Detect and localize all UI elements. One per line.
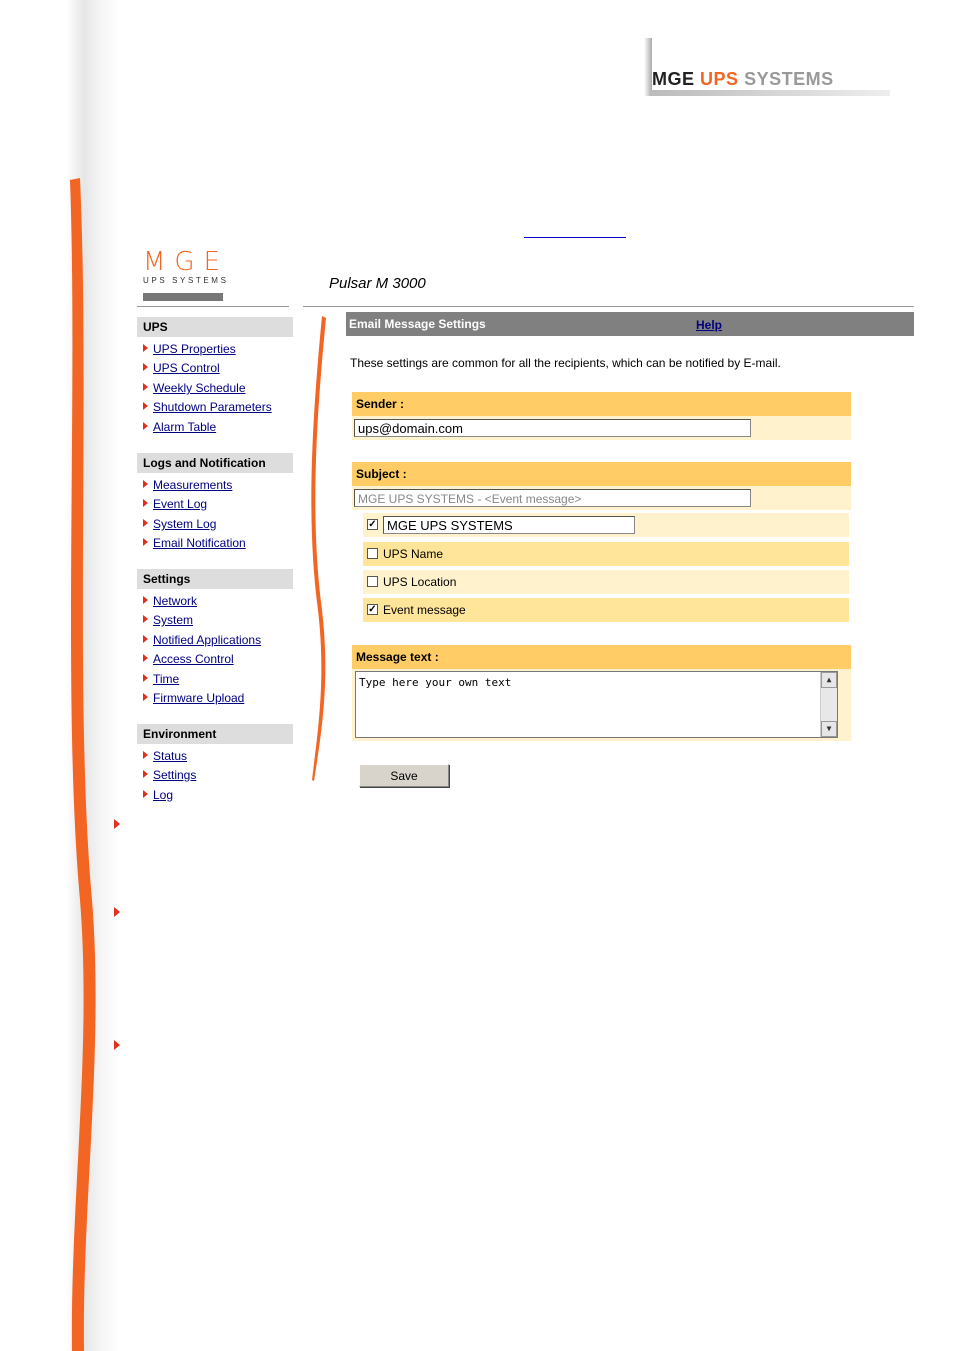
sidebar-item-alarm-table[interactable]: Alarm Table	[143, 419, 216, 435]
subject-preview-input: MGE UPS SYSTEMS - <Event message>	[354, 489, 751, 507]
sidebar-item-notified-applications[interactable]: Notified Applications	[143, 632, 261, 648]
brand-text-ups: UPS	[700, 69, 739, 89]
sidebar-item-weekly-schedule[interactable]: Weekly Schedule	[143, 380, 246, 396]
arrow-bullet-icon	[143, 344, 148, 352]
arrow-bullet-icon	[143, 538, 148, 546]
event-message-checkbox[interactable]: ✓	[368, 604, 377, 615]
header-brand-logo	[640, 38, 900, 100]
sidebar-item-network[interactable]: Network	[143, 593, 197, 609]
sidebar-section-logs: Logs and Notification	[137, 453, 293, 473]
arrow-bullet-icon	[143, 751, 148, 759]
sidebar-item-time[interactable]: Time	[143, 671, 179, 687]
message-textarea[interactable]	[355, 671, 838, 738]
help-link[interactable]: Help	[696, 318, 723, 332]
arrow-bullet-icon	[143, 363, 148, 371]
sidebar-item-env-settings[interactable]: Settings	[143, 767, 196, 783]
sidebar-item-event-log[interactable]: Event Log	[143, 496, 207, 512]
arrow-bullet-icon	[143, 383, 148, 391]
divider	[137, 306, 289, 307]
subject-option-ups-location	[363, 570, 849, 594]
ups-name-checkbox[interactable]	[367, 548, 378, 559]
event-message-label: Event message	[383, 603, 466, 617]
ups-location-label: UPS Location	[383, 575, 457, 589]
arrow-bullet-icon	[143, 654, 148, 662]
sidebar-item-ups-control[interactable]: UPS Control	[143, 360, 220, 376]
sidebar-item-env-log[interactable]: Log	[143, 787, 173, 803]
sidebar-item-ups-properties[interactable]: UPS Properties	[143, 341, 236, 357]
arrow-bullet-icon	[143, 422, 148, 430]
sidebar-item-measurements[interactable]: Measurements	[143, 477, 232, 493]
arrow-bullet-icon	[143, 674, 148, 682]
sidebar-item-shutdown-parameters[interactable]: Shutdown Parameters	[143, 399, 272, 415]
ups-name-label: UPS Name	[383, 547, 444, 561]
page-bullet-icon	[114, 819, 120, 829]
sender-label: Sender :	[352, 392, 851, 416]
arrow-bullet-icon	[143, 693, 148, 701]
mge-logo	[143, 248, 233, 308]
panel-title: Email Message Settings	[346, 312, 914, 336]
subject-option-event-message	[363, 598, 849, 622]
subject-label: Subject :	[352, 462, 851, 486]
divider	[303, 306, 914, 307]
page-bullet-icon	[114, 1040, 120, 1050]
brand-text-mge: MGE	[652, 69, 695, 89]
sidebar-item-system-log[interactable]: System Log	[143, 516, 216, 532]
arrow-bullet-icon	[143, 519, 148, 527]
arrow-bullet-icon	[143, 790, 148, 798]
brand-text-systems: SYSTEMS	[744, 69, 834, 89]
message-text-value: Type here your own text	[359, 676, 512, 689]
arrow-bullet-icon	[143, 770, 148, 778]
company-name-input[interactable]: MGE UPS SYSTEMS	[383, 516, 635, 534]
product-title: Pulsar M 3000	[329, 275, 426, 292]
sidebar-item-system[interactable]: System	[143, 612, 193, 628]
logo-big-text: MGE	[143, 247, 230, 277]
sidebar-section-ups: UPS	[137, 317, 293, 337]
save-button[interactable]: Save	[359, 764, 449, 787]
sender-input[interactable]: ups@domain.com	[354, 419, 751, 437]
arrow-bullet-icon	[143, 499, 148, 507]
company-checkbox[interactable]: ✓	[368, 519, 377, 530]
arrow-bullet-icon	[143, 596, 148, 604]
sidebar-item-firmware-upload[interactable]: Firmware Upload	[143, 690, 244, 706]
sidebar-item-access-control[interactable]: Access Control	[143, 651, 234, 667]
logo-small-text: UPS SYSTEMS	[143, 276, 229, 285]
textarea-scrollbar[interactable]	[820, 672, 837, 737]
subject-option-ups-name	[363, 542, 849, 566]
scroll-up-icon[interactable]: ▲	[821, 672, 837, 688]
intro-text: These settings are common for all the recipients, which can be notified by E-mail.	[350, 356, 781, 370]
blank-link-underline[interactable]	[524, 237, 626, 238]
message-text-label: Message text :	[352, 645, 851, 669]
page-bullet-icon	[114, 907, 120, 917]
arrow-bullet-icon	[143, 635, 148, 643]
arrow-bullet-icon	[143, 402, 148, 410]
sidebar-section-environment: Environment	[137, 724, 293, 744]
sidebar-item-email-notification[interactable]: Email Notification	[143, 535, 246, 551]
arrow-bullet-icon	[143, 480, 148, 488]
scroll-down-icon[interactable]: ▼	[821, 721, 837, 737]
ups-location-checkbox[interactable]	[367, 576, 378, 587]
sidebar-section-settings: Settings	[137, 569, 293, 589]
subject-option-company	[363, 513, 849, 537]
arrow-bullet-icon	[143, 615, 148, 623]
sidebar-item-env-status[interactable]: Status	[143, 748, 187, 764]
